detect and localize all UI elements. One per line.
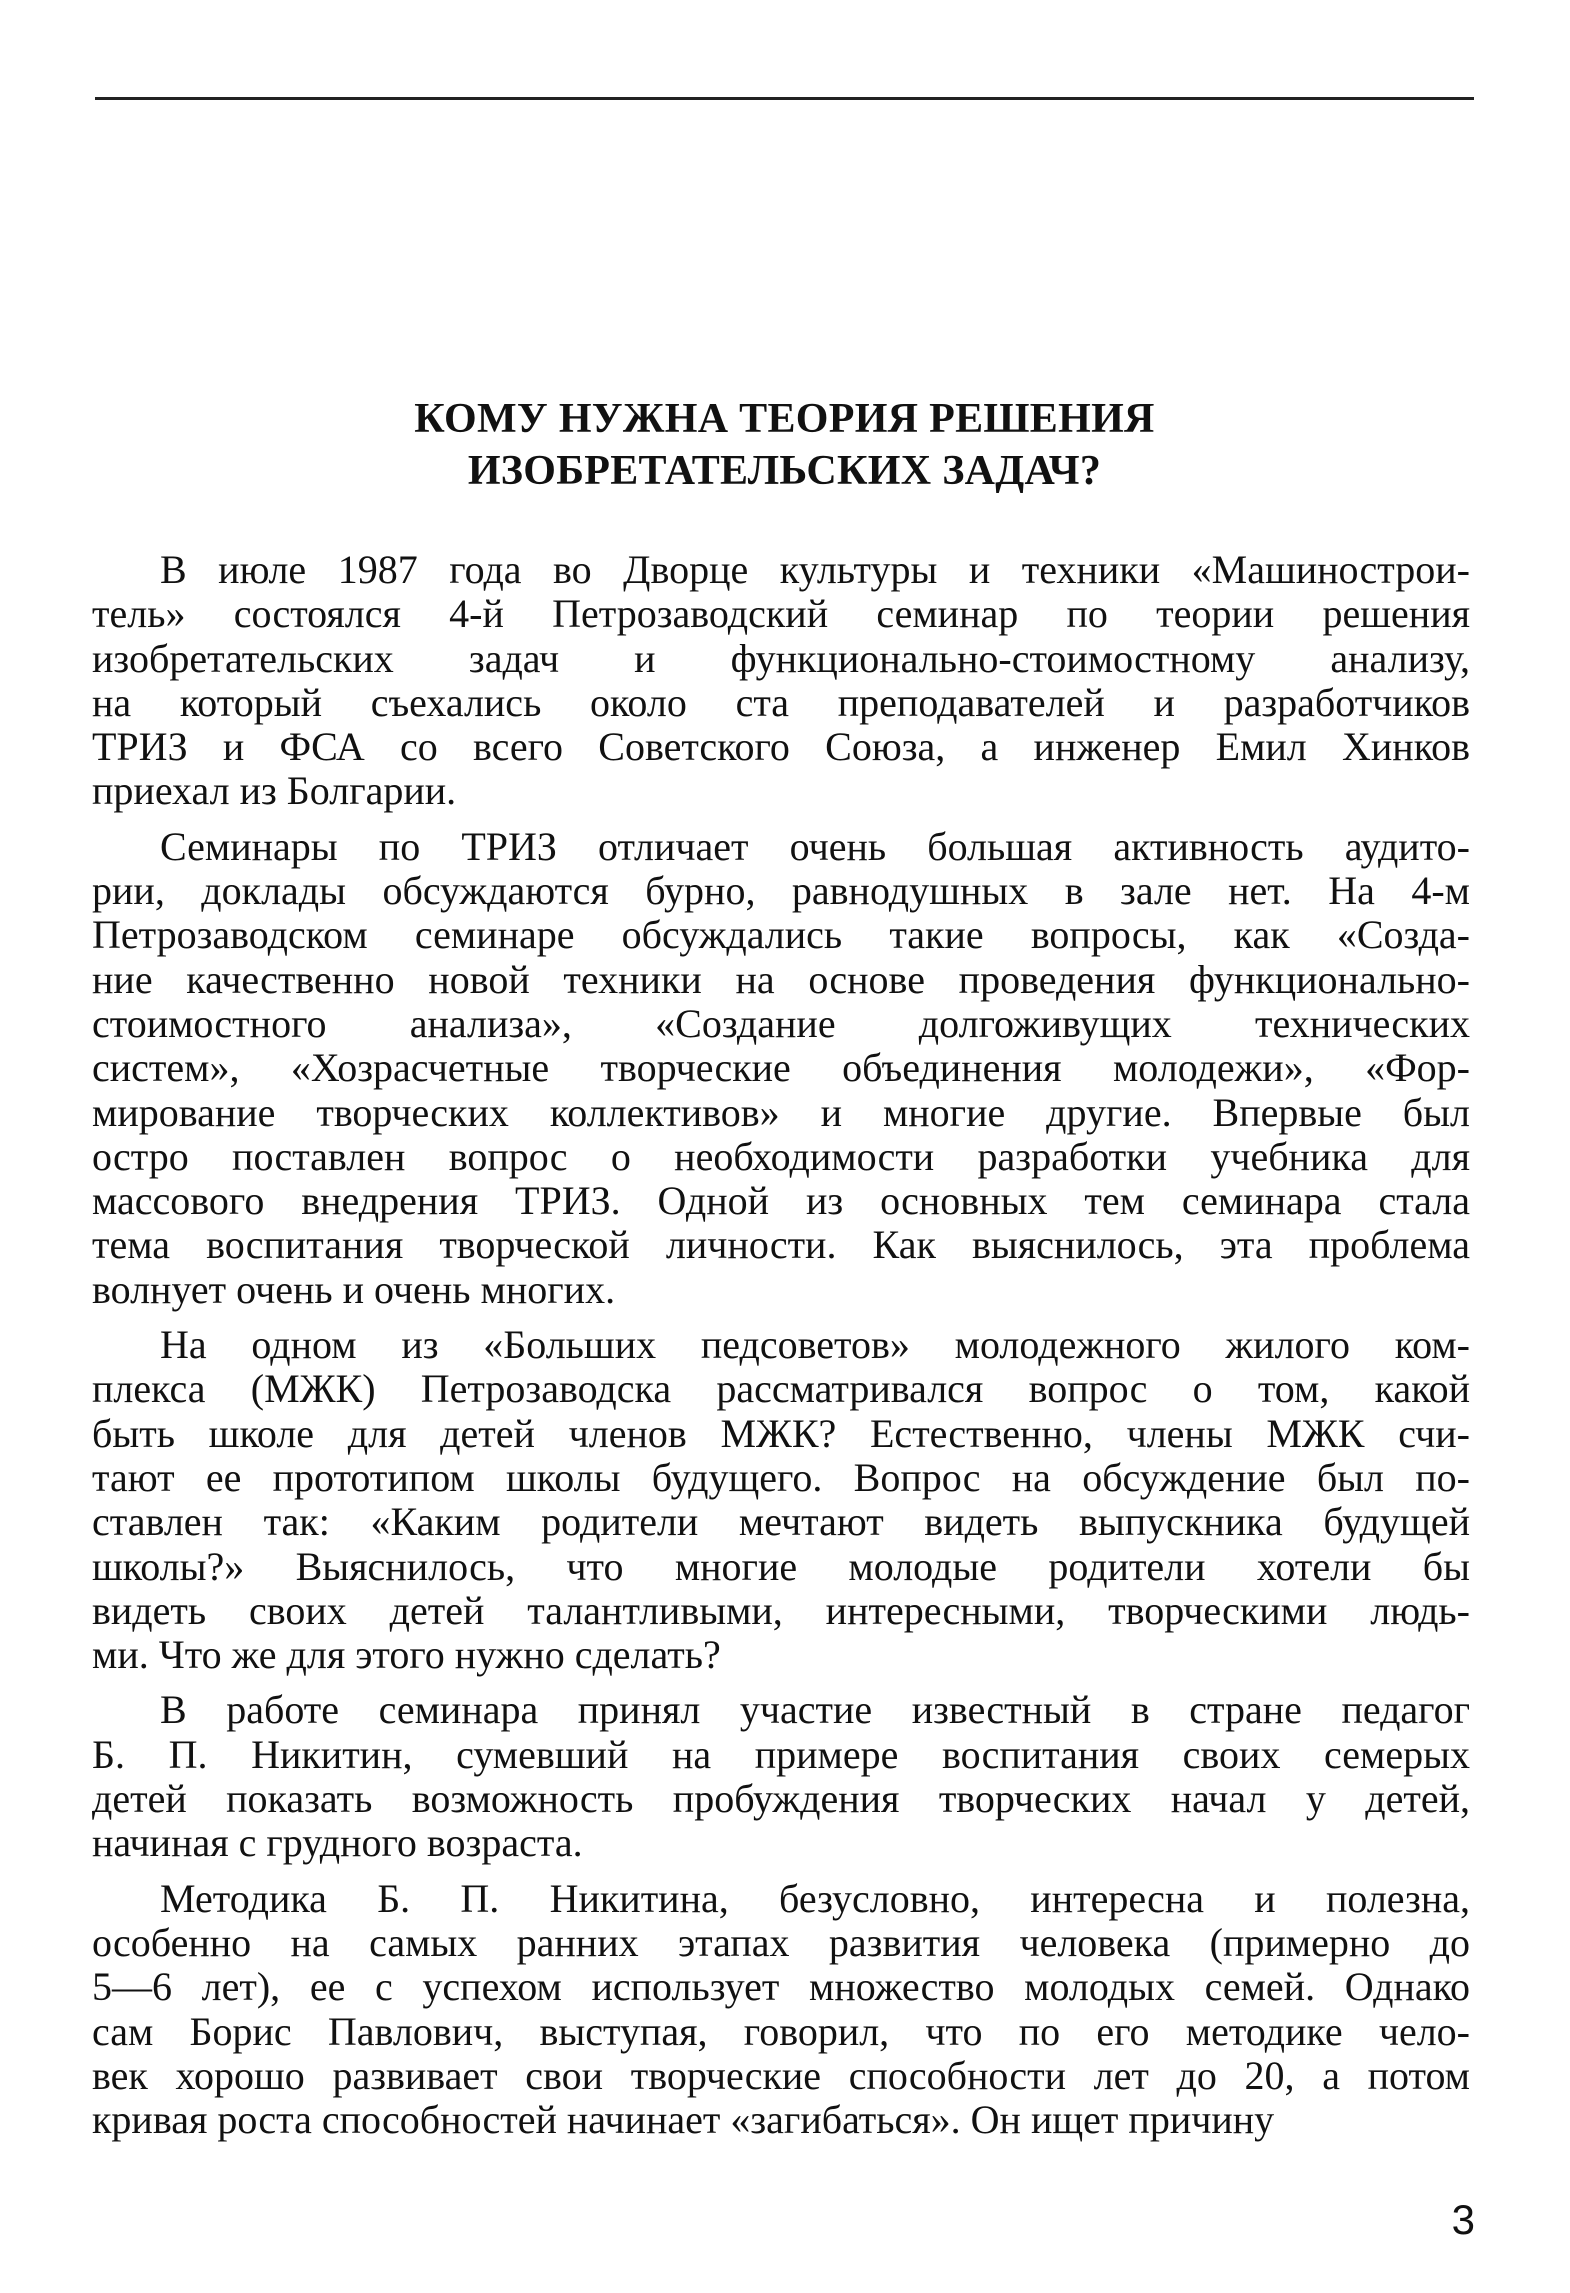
text-line: мирование творческих коллективов» и многие другие. Впервые был: [92, 1089, 1470, 1135]
text-line: плекса (МЖК) Петрозаводска рассматривался вопрос о том, какой: [92, 1366, 1470, 1412]
title-line-1: КОМУ НУЖНА ТЕОРИЯ РЕШЕНИЯ: [414, 396, 1155, 442]
text-line: В работе семинара принял участие известный в стране педагог: [160, 1687, 1470, 1733]
text-line: ставлен так: «Каким родители мечтают видеть выпускника будущей: [92, 1499, 1470, 1545]
paragraph: [92, 825, 1470, 1312]
paragraph: [92, 1323, 1470, 1677]
text-line: В июле 1987 года во Дворце культуры и техники «Машинострои-: [160, 547, 1470, 592]
text-line: видеть своих детей талантливыми, интересными, творческими людь-: [92, 1587, 1470, 1633]
text-line: детей показать возможность пробуждения творческих начал у детей,: [92, 1776, 1470, 1822]
text-line: волнует очень и очень многих.: [92, 1266, 616, 1312]
text-line: сам Борис Павлович, выступая, говорил, что по его методике чело-: [92, 2008, 1470, 2054]
text-line: 5—6 лет), ее с успехом использует множество молодых семей. Однако: [92, 1964, 1470, 2010]
text-line: тема воспитания творческой личности. Как выяснилось, эта проблема: [92, 1222, 1470, 1268]
text-line: На одном из «Больших педсоветов» молодежного жилого ком-: [160, 1322, 1470, 1368]
text-line: Б. П. Никитин, сумевший на примере воспитания своих семерых: [92, 1731, 1470, 1777]
text-line: остро поставлен вопрос о необходимости разработки учебника для: [92, 1133, 1470, 1179]
page-number: 3: [1451, 2196, 1475, 2243]
text-line: особенно на самых ранних этапах развития человека (примерно до: [92, 1919, 1470, 1965]
paragraph: [92, 548, 1470, 814]
text-line: ми. Что же для этого нужно сделать?: [92, 1632, 721, 1678]
text-line: ТРИЗ и ФСА со всего Советского Союза, а инженер Емил Хинков: [92, 724, 1470, 770]
paragraph: [92, 1877, 1470, 2143]
text-line: век хорошо развивает свои творческие способности лет до 20, а потом: [92, 2052, 1470, 2098]
text-line: приехал из Болгарии.: [92, 768, 457, 814]
text-line: массового внедрения ТРИЗ. Одной из основных тем семинара стала: [92, 1178, 1470, 1224]
text-line: тают ее прототипом школы будущего. Вопрос на обсуждение был по-: [92, 1454, 1470, 1500]
body-text: [92, 548, 1470, 2153]
text-line: быть школе для детей членов МЖК? Естественно, члены МЖК счи-: [92, 1410, 1470, 1456]
text-line: Методика Б. П. Никитина, безусловно, интересна и полезна,: [160, 1875, 1470, 1921]
text-line: Семинары по ТРИЗ отличает очень большая активность аудито-: [160, 823, 1470, 869]
page-title: [95, 393, 1474, 497]
text-line: тель» состоялся 4-й Петрозаводский семинар по теории решения: [92, 591, 1470, 637]
text-line: кривая роста способностей начинает «загибаться». Он ищет причину: [92, 2097, 1275, 2143]
text-line: начиная с грудного возраста.: [92, 1820, 583, 1866]
text-line: ние качественно новой техники на основе проведения функционально-: [92, 956, 1470, 1002]
text-line: на который съехались около ста преподавателей и разработчиков: [92, 679, 1470, 725]
text-line: Петрозаводском семинаре обсуждались такие вопросы, как «Созда-: [92, 912, 1470, 958]
paragraph: [92, 1688, 1470, 1865]
top-rule: [95, 97, 1474, 100]
text-line: рии, доклады обсуждаются бурно, равнодушных в зале нет. На 4-м: [92, 868, 1470, 914]
text-line: систем», «Хозрасчетные творческие объединения молодежи», «Фор-: [92, 1045, 1470, 1091]
text-line: стоимостного анализа», «Создание долгоживущих технических: [92, 1000, 1470, 1046]
text-line: школы?» Выяснилось, что многие молодые родители хотели бы: [92, 1543, 1470, 1589]
text-line: изобретательских задач и функционально-стоимостному анализу,: [92, 635, 1470, 681]
title-line-2: ИЗОБРЕТАТЕЛЬСКИХ ЗАДАЧ?: [467, 448, 1102, 494]
